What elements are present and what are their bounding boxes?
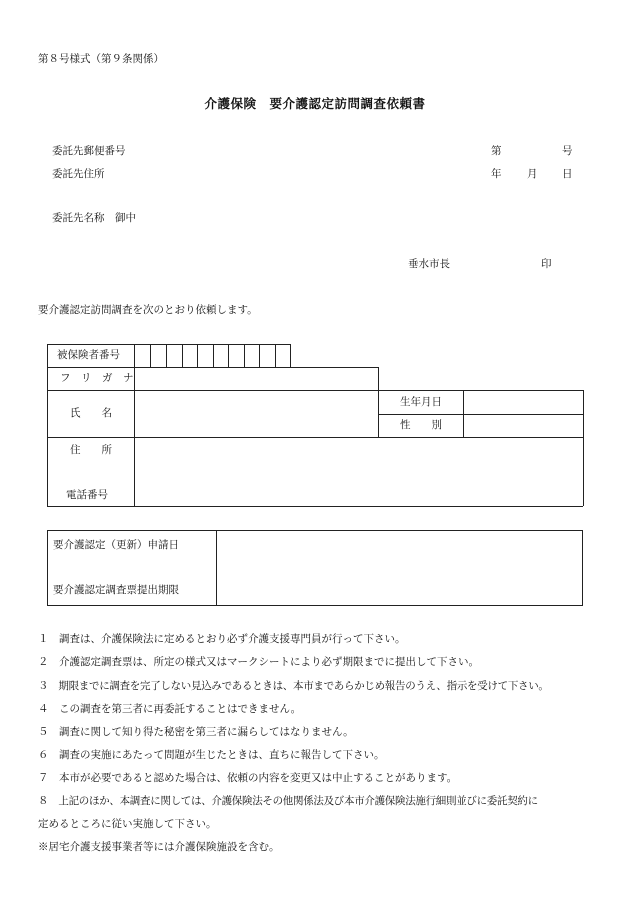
birthdate-label: 生年月日	[400, 396, 442, 408]
note-item: ２ 介護認定調査票は、所定の様式又はマークシートにより必ず期限までに提出して下さい。	[38, 656, 479, 668]
form-number: 第８号様式（第９条関係）	[38, 53, 164, 65]
date-day: 日	[562, 168, 573, 180]
postal-code-label: 委託先郵便番号	[52, 145, 126, 157]
furigana-field[interactable]	[135, 368, 378, 390]
deadline-label: 要介護認定調査票提出期限	[53, 584, 179, 596]
name-field[interactable]	[135, 391, 378, 437]
birthdate-field[interactable]	[464, 391, 583, 414]
name-label: 氏 名	[70, 407, 112, 419]
application-date-label: 要介護認定（更新）申請日	[53, 539, 179, 551]
note-item: ５ 調査に関して知り得た秘密を第三者に漏らしてはなりません。	[38, 726, 354, 738]
note-item: １ 調査は、介護保険法に定めるとおり必ず介護支援専門員が行って下さい。	[38, 633, 406, 645]
note-item: ８ 上記のほか、本調査に関しては、介護保険法その他関係法及び本市介護保険法施行細則並びに委託契約に	[38, 795, 538, 807]
furigana-label: フ リ ガ ナ	[60, 372, 134, 384]
phone-label: 電話番号	[66, 489, 108, 501]
address-label: 委託先住所	[52, 168, 105, 180]
footnote: ※居宅介護支援事業者等には介護保険施設を含む。	[38, 841, 280, 853]
note-item: ４ この調査を第三者に再委託することはできません。	[38, 703, 302, 715]
gender-label: 性 別	[400, 419, 442, 431]
note-item: ６ 調査の実施にあたって問題が生じたときは、直ちに報告して下さい。	[38, 749, 385, 761]
gender-field[interactable]	[464, 415, 583, 437]
recipient-label: 委託先名称 御中	[52, 212, 136, 224]
insured-number-digit-boxes[interactable]	[135, 345, 290, 367]
date-month: 月	[527, 168, 538, 180]
mayor-label: 垂水市長	[408, 258, 450, 270]
note-item: ７ 本市が必要であると認めた場合は、依頼の内容を変更又は中止することがあります。	[38, 772, 458, 784]
number-prefix: 第	[491, 145, 502, 157]
dates-value-field[interactable]	[217, 531, 582, 605]
note-item: ３ 期限までに調査を完了しない見込みであるときは、本市まであらかじめ報告のうえ、指示を受けて下さい。	[38, 680, 549, 692]
request-statement: 要介護認定訪問調査を次のとおり依頼します。	[38, 304, 258, 316]
date-year: 年	[491, 168, 502, 180]
seal-mark: 印	[541, 258, 552, 270]
note-item-continued: 定めるところに従い実施して下さい。	[38, 818, 217, 830]
address-phone-field[interactable]	[135, 438, 583, 506]
document-title: 介護保険 要介護認定訪問調査依頼書	[204, 96, 426, 111]
number-suffix: 号	[562, 145, 573, 157]
address-field-label: 住 所	[70, 444, 112, 456]
insured-number-label: 被保険者番号	[57, 349, 120, 361]
